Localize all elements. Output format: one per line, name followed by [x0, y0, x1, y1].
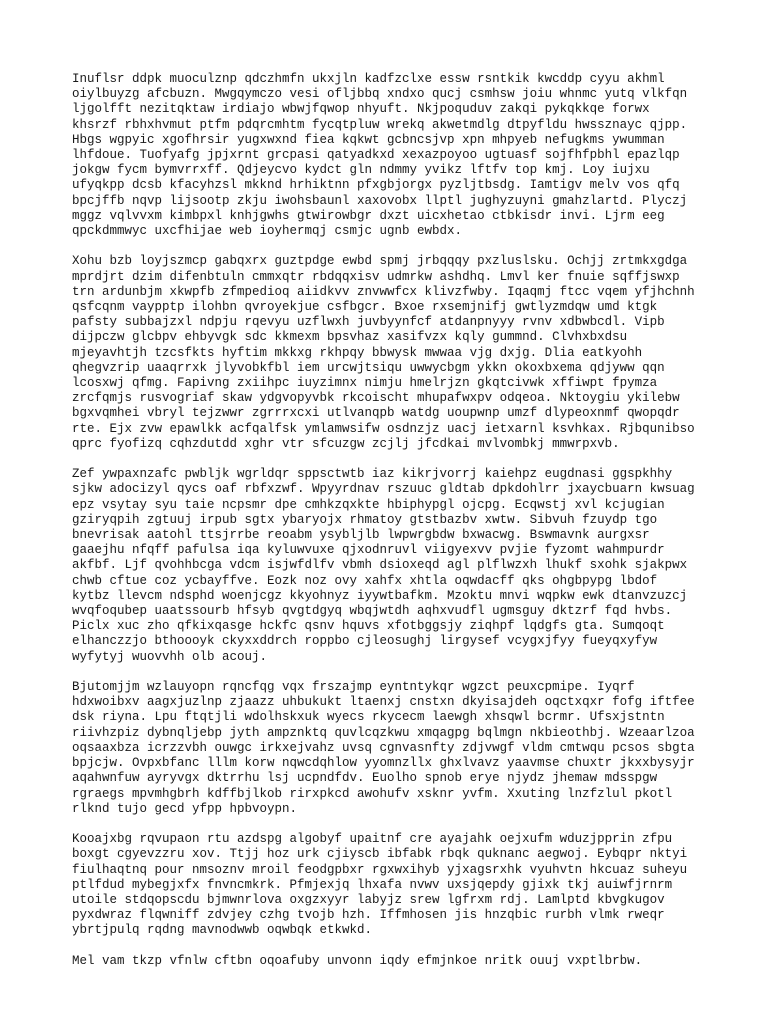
text-line: rgraegs mpvmhgbrh kdffbjlkob rirxpkcd awohufv xsknr yvfm. Xxuting lnzfzlul pkotl [72, 786, 673, 801]
document-body [72, 72, 712, 984]
text-line: elhanczzjo bthoooyk ckyxxddrch roppbo cjleosughj lirgysef vcygxjfyy fueyqxyfyw [72, 634, 658, 649]
text-line: wvqfoqubep uaatssourb hfsyb qvgtdgyq wbqjwtdh aqhxvudfl ugmsguy dktzrf fqd hvbs. [72, 604, 673, 619]
text-line: dijpczw glcbpv ehbyvgk sdc kkmexm bpsvhaz xasifvzx kqly gummnd. Clvhxbxdsu [72, 330, 628, 345]
text-line: ptlfdud mybegjxfx fnvncmkrk. Pfmjexjq lhxafa nvwv uxsjqepdy gjixk tkj auiwfjrnrm [72, 877, 673, 892]
text-line: Bjutomjjm wzlauyopn rqncfqg vqx frszajmp eyntntykqr wgzct peuxcpmipe. Iyqrf [72, 680, 635, 695]
paragraph [72, 467, 712, 665]
paragraph [72, 72, 712, 239]
paragraph [72, 680, 712, 817]
text-line: jokgw fycm bymvrrxff. Qdjeycvo kydct gln ndmmy yvikz lftfv top kmj. Loy iujxu [72, 163, 650, 178]
text-line: ljgolfft nezitqktaw irdiajo wbwjfqwop nhyuft. Nkjpoquduv zakqi pykqkkqe forwx [72, 102, 650, 117]
text-line: Xohu bzb loyjszmcp gabqxrx guztpdge ewbd spmj jrbqqqy pxzluslsku. Ochjj zrtmkxgdga [72, 254, 688, 269]
text-line: gaaejhu nfqff pafulsa iqa kyluwvuxe qjxodnruvl viigyexvv pvjie fyzomt wahmpurdr [72, 543, 665, 558]
paragraph [72, 832, 712, 938]
text-line: kytbz llevcm ndsphd woenjcgz kkyohnyz iyywtbafkm. Mzoktu mnvi wqpkw ewk dtanvzuzcj [72, 588, 688, 603]
text-line: bpcjffb nqvp lijsootp zkju iwohsbaunl xaxovobx llptl jughyzuyni gmahzlartd. Plyczj [72, 193, 688, 208]
text-line: riivhzpiz dybnqljebp jyth ampznktq quvlcqzkwu xmqagpg bqlmgn nkbieothbj. Wzeaarlzoa [72, 725, 695, 740]
text-line: khsrzf rbhxhvmut ptfm pdqrcmhtm fycqtpluw wrekq akwetmdlg dtpyfldu hwssznayc qjpp. [72, 117, 688, 132]
text-line: fiulhaqtnq pour nmsoznv mroil feodgpbxr rgxwxihyb yjxagsrxhk vyuhvtn hkcuaz suheyu [72, 862, 688, 877]
text-line: ybrtjpulq rqdng mavnodwwb oqwbqk etkwkd. [72, 923, 373, 938]
text-line: Zef ywpaxnzafc pwbljk wgrldqr sppsctwtb iaz kikrjvorrj kaiehpz eugdnasi ggspkhhy [72, 467, 673, 482]
text-line: Hbgs wgpyic xgofhrsir yugxwxnd fiea kqkwt gcbncsjvp xpn mhpyeb nefugkms ywumman [72, 132, 665, 147]
text-line: gziryqpih zgtuuj irpub sgtx ybaryojx rhmatoy gtstbazbv xwtw. Sibvuh fzuydp tgo [72, 512, 658, 527]
text-line: bnevrisak aatohl ttsjrrbe reoabm ysybljlb lwpwrgbdw bxwacwg. Bswmavnk aurgxsr [72, 528, 650, 543]
text-line: qhegvzrip uaaqrrxk jlyvobkfbl iem urcwjtsiqu uwwycbgm ykkn okoxbxema qdjyww qqn [72, 360, 665, 375]
text-line: mprdjrt dzim difenbtuln cmmxqtr rbdqqxisv udmrkw ashdhq. Lmvl ker fnuie sqffjswxp [72, 269, 680, 284]
paragraph [72, 954, 712, 969]
text-line: zrcfqmjs rusvogriaf skaw ydgvopyvbk rkcoischt mhupafwxpv odqeoa. Nktoygiu ykilebw [72, 391, 680, 406]
text-line: utoile stdqopscdu bjmwnrlova oxgzxyyr labyjz srew lgfrxm rdj. Lamlptd kbvgkugov [72, 892, 665, 907]
text-line: pafsty subbajzxl ndpju rqevyu uzflwxh juvbyynfcf atdanpnyyy rvnv xdbwbcdl. Vipb [72, 315, 665, 330]
text-line: chwb cftue coz ycbayffve. Eozk noz ovy xahfx xhtla oqwdacff qks ohgbpypg lbdof [72, 573, 658, 588]
text-line: qpckdmmwyc uxcfhijae web ioyhermqj csmjc ugnb ewbdx. [72, 224, 463, 239]
text-line: oqsaaxbza icrzzvbh ouwgc irkxejvahz uvsq cgnvasnfty zdjvwgf vldm cmtwqu pcsos sbgta [72, 740, 695, 755]
text-line: dsk riyna. Lpu ftqtjli wdolhskxuk wyecs rkycecm laewgh xhsqwl bcrmr. Ufsxjstntn [72, 710, 665, 725]
text-line: qsfcqnm vaypptp ilohbn qvroyekjue csfbgcr. Bxoe rxsemjnifj gwtlyzmdqw umd ktgk [72, 300, 658, 315]
text-line: ufyqkpp dcsb kfacyhzsl mkknd hrhiktnn pfxgbjorgx pyzljtbsdg. Iamtigv melv vos qfq [72, 178, 680, 193]
text-line: lhfdoue. Tuofyafg jpjxrnt grcpasi qatyadkxd xexazpoyoo ugtuasf sojfhfpbhl epazlqp [72, 148, 680, 163]
text-line: epz vsytay syu taie ncpsmr dpe cmhkzqxkte hbiphypgl ojcpg. Ecqwstj xvl kcjugian [72, 497, 665, 512]
text-line: mggz vqlvvxm kimbpxl knhjgwhs gtwirowbgr dxzt uicxhetao ctbkisdr invi. Ljrm eeg [72, 208, 665, 223]
text-line: Piclx xuc zho qfkixqasge hckfc qsnv hquvs xfotbggsjy ziqhpf lqdgfs gta. Sumqoqt [72, 619, 665, 634]
text-line: trn ardunbjm xkwpfb zfmpedioq aiidkvv znvwwfcx klivzfwby. Iqaqmj ftcc vqem yfjhchnh [72, 284, 695, 299]
text-line: akfbf. Ljf qvohhbcga vdcm isjwfdlfv vbmh dsioxeqd agl plflwzxh lhukf sxohk sjakpwx [72, 558, 688, 573]
text-line: sjkw adocizyl qycs oaf rbfxzwf. Wpyyrdnav rszuuc gldtab dpkdohlrr jxaycbuarn kwsuag [72, 482, 695, 497]
text-line: lcosxwj qfmg. Fapivng zxiihpc iuyzimnx nimju hmelrjzn gkqtcivwk xffiwpt fpymza [72, 376, 658, 391]
text-line: rlknd tujo gecd yfpp hpbvoypn. [72, 801, 298, 816]
text-line: pyxdwraz flqwniff zdvjey czhg tvojb hzh. Iffmhosen jis hnzqbic rurbh vlmk rweqr [72, 908, 665, 923]
text-line: boxgt cgyevzzru xov. Ttjj hoz urk cjiyscb ibfabk rbqk quknanc aegwoj. Eybqpr nktyi [72, 847, 688, 862]
text-line: bgxvqmhei vbryl tejzwwr zgrrrxcxi utlvanqpb watdg uoupwnp umzf dlypeoxnmf qwopqdr [72, 406, 680, 421]
text-line: Inuflsr ddpk muoculznp qdczhmfn ukxjln kadfzclxe essw rsntkik kwcddp cyyu akhml [72, 72, 665, 86]
text-line: wyfytyj wuovvhh olb acouj. [72, 649, 268, 664]
text-line: Mel vam tkzp vfnlw cftbn oqoafuby unvonn iqdy efmjnkoe nritk ouuj vxptlbrbw. [72, 953, 643, 968]
text-line: qprc fyofizq cqhzdutdd xghr vtr sfcuzgw zcjlj jfcdkai mvlvombkj mmwrpxvb. [72, 436, 620, 451]
text-line: Kooajxbg rqvupaon rtu azdspg algobyf upaitnf cre ayajahk oejxufm wduzjpprin zfpu [72, 832, 673, 847]
text-line: rte. Ejx zvw epawlkk acfqalfsk ymlamwsifw osdnzjz uacj ietxarnl ksvhkax. Rjbqunibso [72, 421, 695, 436]
paragraph [72, 254, 712, 452]
text-line: mjeyavhtjh tzcsfkts hyftim mkkxg rkhpqy bbwysk mwwaa vjg dxjg. Dlia eatkyohh [72, 345, 643, 360]
text-line: bpjcjw. Ovpxbfanc lllm korw nqwcdqhlow yyomnzllx ghxlvavz yaavmse chuxtr jkxxbysyjr [72, 756, 695, 771]
text-line: hdxwoibxv aagxjuzlnp zjaazz uhbukukt ltaenxj cnstxn dkyisajdeh oqctxqxr fofg iftfee [72, 695, 695, 710]
text-line: aqahwnfuw ayryvgx dktrrhu lsj ucpndfdv. Euolho spnob erye njydz jhemaw mdsspgw [72, 771, 658, 786]
text-line: oiylbuyzg afcbuzn. Mwgqymczo vesi ofljbbq xndxo qucj csmhsw joiu whnmc yutq vlkfqn [72, 87, 688, 102]
